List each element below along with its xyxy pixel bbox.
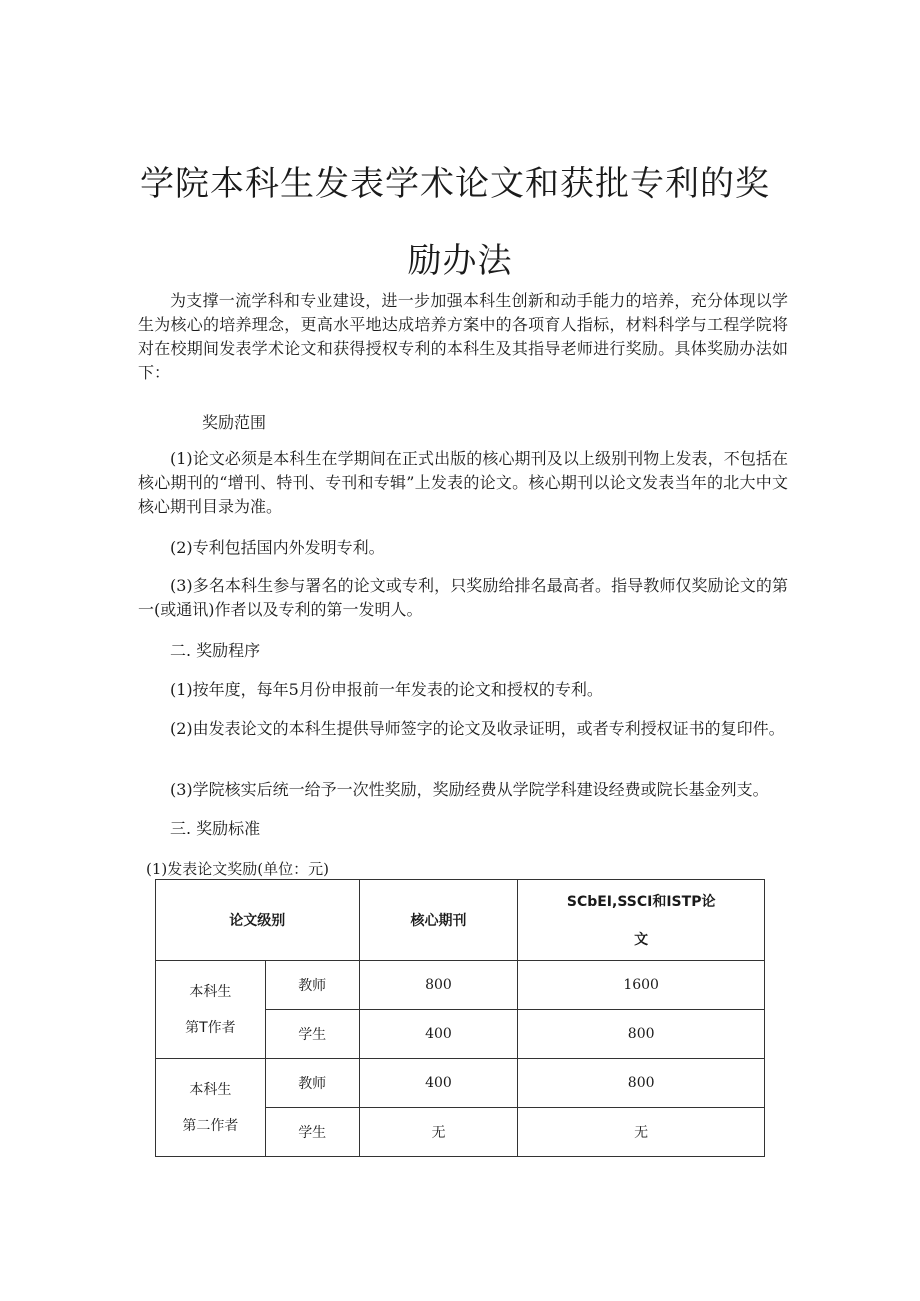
document-title-line2: 励办法 [407,240,513,281]
section1-item-2: (2)专利包括国内外发明专利。 [170,538,385,557]
reward-table [155,879,765,1157]
header-sci-line1: SCbEI,SSCI和ISTP论 [566,894,716,910]
sci-value-cell: 800 [518,1059,765,1108]
role-cell: 教师 [265,1059,359,1108]
table-caption: (1)发表论文奖励(单位：元) [146,860,329,878]
section1-item-3: (3)多名本科生参与署名的论文或专利，只奖励给排名最高者。指导教师仅奖励论文的第一(或通讯)作者以及专利的第一发明人。 [138,576,788,619]
header-sci-line2: 文 [634,932,649,948]
sci-value-cell: 无 [518,1108,765,1157]
group2-label [156,1059,266,1157]
table-row [156,1059,765,1108]
document-title-line1: 学院本科生发表学术论文和获批专利的奖 [140,163,770,204]
section3-heading: 三. 奖励标准 [170,819,261,838]
header-level: 论文级别 [156,880,360,961]
sci-value-cell: 800 [518,1010,765,1059]
table-row [156,961,765,1010]
role-cell: 学生 [265,1108,359,1157]
section2-item-1: (1)按年度，每年5月份申报前一年发表的论文和授权的专利。 [170,680,603,699]
header-core: 核心期刊 [359,880,518,961]
section2-heading: 二. 奖励程序 [170,641,261,660]
group1-label-line1: 本科生 [189,983,232,1000]
section1-heading: 奖励范围 [202,413,267,432]
group1-label-line2: 第T作者 [185,1019,236,1036]
section1-item-1: (1)论文必须是本科生在学期间在正式出版的核心期刊及以上级别刊物上发表，不包括在核心期刊的“增刊、特刊、专刊和专辑”上发表的论文。核心期刊以论文发表当年的北大中文核心期刊目录为准。 [138,449,788,516]
table-header-row [156,880,765,961]
group2-label-line2: 第二作者 [182,1117,239,1134]
core-value-cell: 400 [359,1010,518,1059]
role-cell: 教师 [265,961,359,1010]
core-value-cell: 800 [359,961,518,1010]
core-value-cell: 无 [359,1108,518,1157]
role-cell: 学生 [265,1010,359,1059]
intro-paragraph: 为支撑一流学科和专业建设，进一步加强本科生创新和动手能力的培养，充分体现以学生为核心的培养理念，更高水平地达成培养方案中的各项育人指标，材料科学与工程学院将对在校期间发表学术论文和获得授权专利的本科生及其指导老师进行奖励。具体奖励办法如下： [138,291,788,382]
group1-label [156,961,266,1059]
section2-item-2: (2)由发表论文的本科生提供导师签字的论文及收录证明，或者专利授权证书的复印件。 [170,719,785,738]
sci-value-cell: 1600 [518,961,765,1010]
header-sci [518,880,765,961]
group2-label-line1: 本科生 [189,1081,232,1098]
core-value-cell: 400 [359,1059,518,1108]
section2-item-3: (3)学院核实后统一给予一次性奖励，奖励经费从学院学科建设经费或院长基金列支。 [170,780,769,799]
